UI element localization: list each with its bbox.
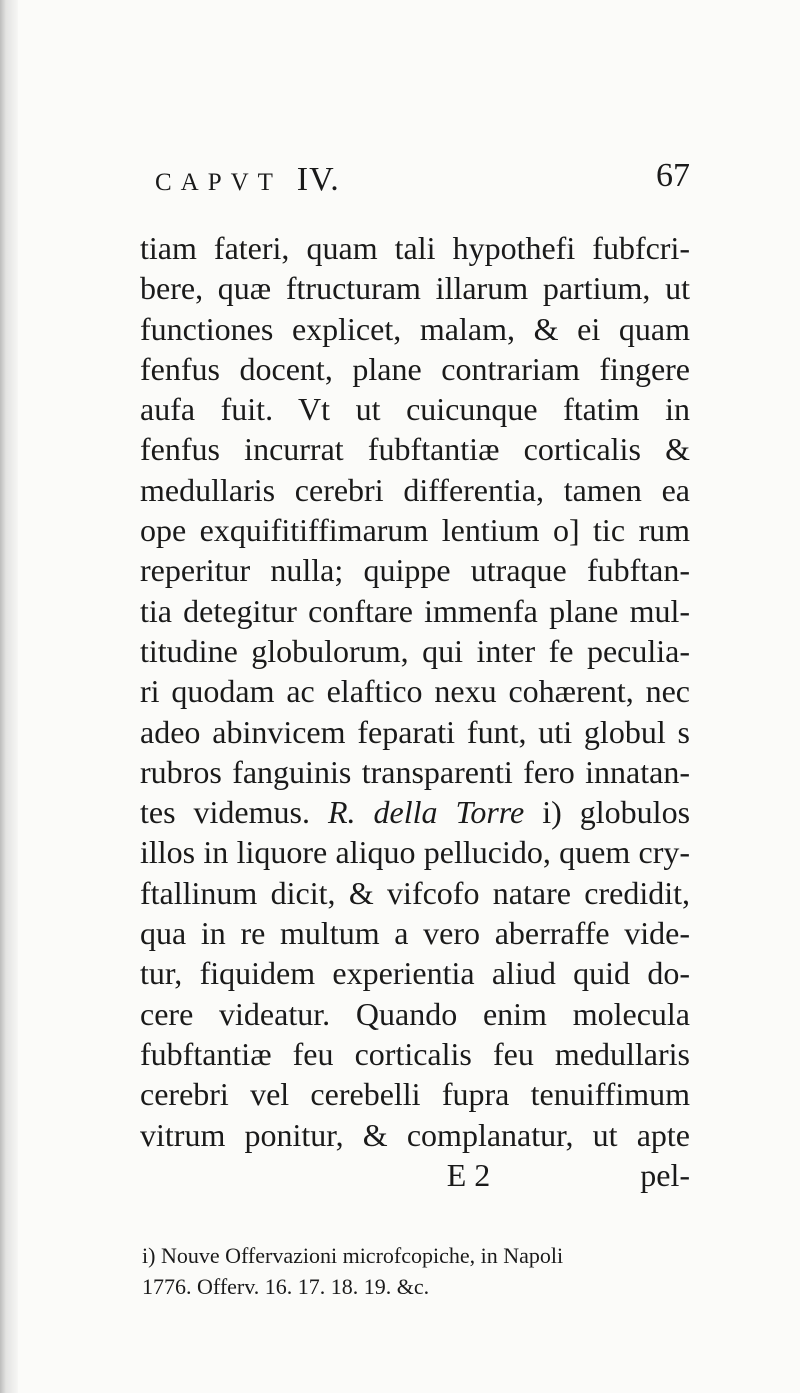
text-line: tur, fiquidem experientia aliud quid do- <box>140 955 690 992</box>
text-line: bere, quæ ftructuram illarum partium, ut <box>140 270 690 307</box>
line-text-before: tes videmus. <box>140 794 328 831</box>
text-line: illos in liquore aliquo pellucido, quem cry- <box>140 834 690 871</box>
text-line: rubros fanguinis transparenti fero innatan- <box>140 753 690 790</box>
text-line: fenfus docent, plane contrariam fingere <box>140 350 690 387</box>
signature-mark: E 2 <box>446 1156 491 1193</box>
line-text-after: i) globulos <box>524 794 691 831</box>
text-line: fubftantiæ feu corticalis feu medullaris <box>140 1035 690 1072</box>
page-number: 67 <box>656 157 690 194</box>
body-text <box>140 228 690 1195</box>
text-line: ope exquifitiffimarum lentium o] tic rum <box>140 512 690 549</box>
text-line: tia detegitur conftare immenfa plane mul- <box>140 592 690 629</box>
text-line: aufa fuit. Vt ut cuicunque ftatim in <box>140 391 690 428</box>
text-line-with-citation <box>140 792 690 832</box>
text-line: medullaris cerebri differentia, tamen ea <box>140 471 690 508</box>
chapter-heading <box>155 161 340 199</box>
footnote <box>142 1240 690 1302</box>
signature-line <box>140 1155 690 1195</box>
chapter-label: CAPVT <box>155 169 282 196</box>
text-line: cerebri vel cerebelli fupra tenuiffimum <box>140 1076 690 1113</box>
cited-author: R. della Torre <box>327 794 525 831</box>
text-line: vitrum ponitur, & complanatur, ut apte <box>140 1116 690 1153</box>
footnote-line: i) Nouve Offervazioni microfcopiche, in Napoli <box>142 1243 564 1268</box>
text-line: cere videatur. Quando enim molecula <box>140 995 690 1032</box>
page-binding-edge <box>0 0 18 1393</box>
text-line: fenfus incurrat fubftantiæ corticalis & <box>140 431 690 468</box>
text-line: adeo abinvicem feparati funt, uti globul s <box>140 713 690 750</box>
running-header <box>155 157 690 205</box>
catchword: pel- <box>640 1156 690 1193</box>
text-line: functiones explicet, malam, & ei quam <box>140 310 690 347</box>
footnote-line: 1776. Offerv. 16. 17. 18. 19. &c. <box>142 1274 430 1299</box>
text-line: qua in re multum a vero aberraffe vide- <box>140 915 690 952</box>
chapter-number: IV. <box>296 161 340 198</box>
text-line: titudine globulorum, qui inter fe peculia- <box>140 632 690 669</box>
text-line: ri quodam ac elaftico nexu cohærent, nec <box>140 673 690 710</box>
text-line: tiam fateri, quam tali hypothefi fubfcri- <box>140 230 690 266</box>
text-line: ftallinum dicit, & vifcofo natare credidit, <box>140 874 690 911</box>
text-line: reperitur nulla; quippe utraque fubftan- <box>140 552 690 589</box>
